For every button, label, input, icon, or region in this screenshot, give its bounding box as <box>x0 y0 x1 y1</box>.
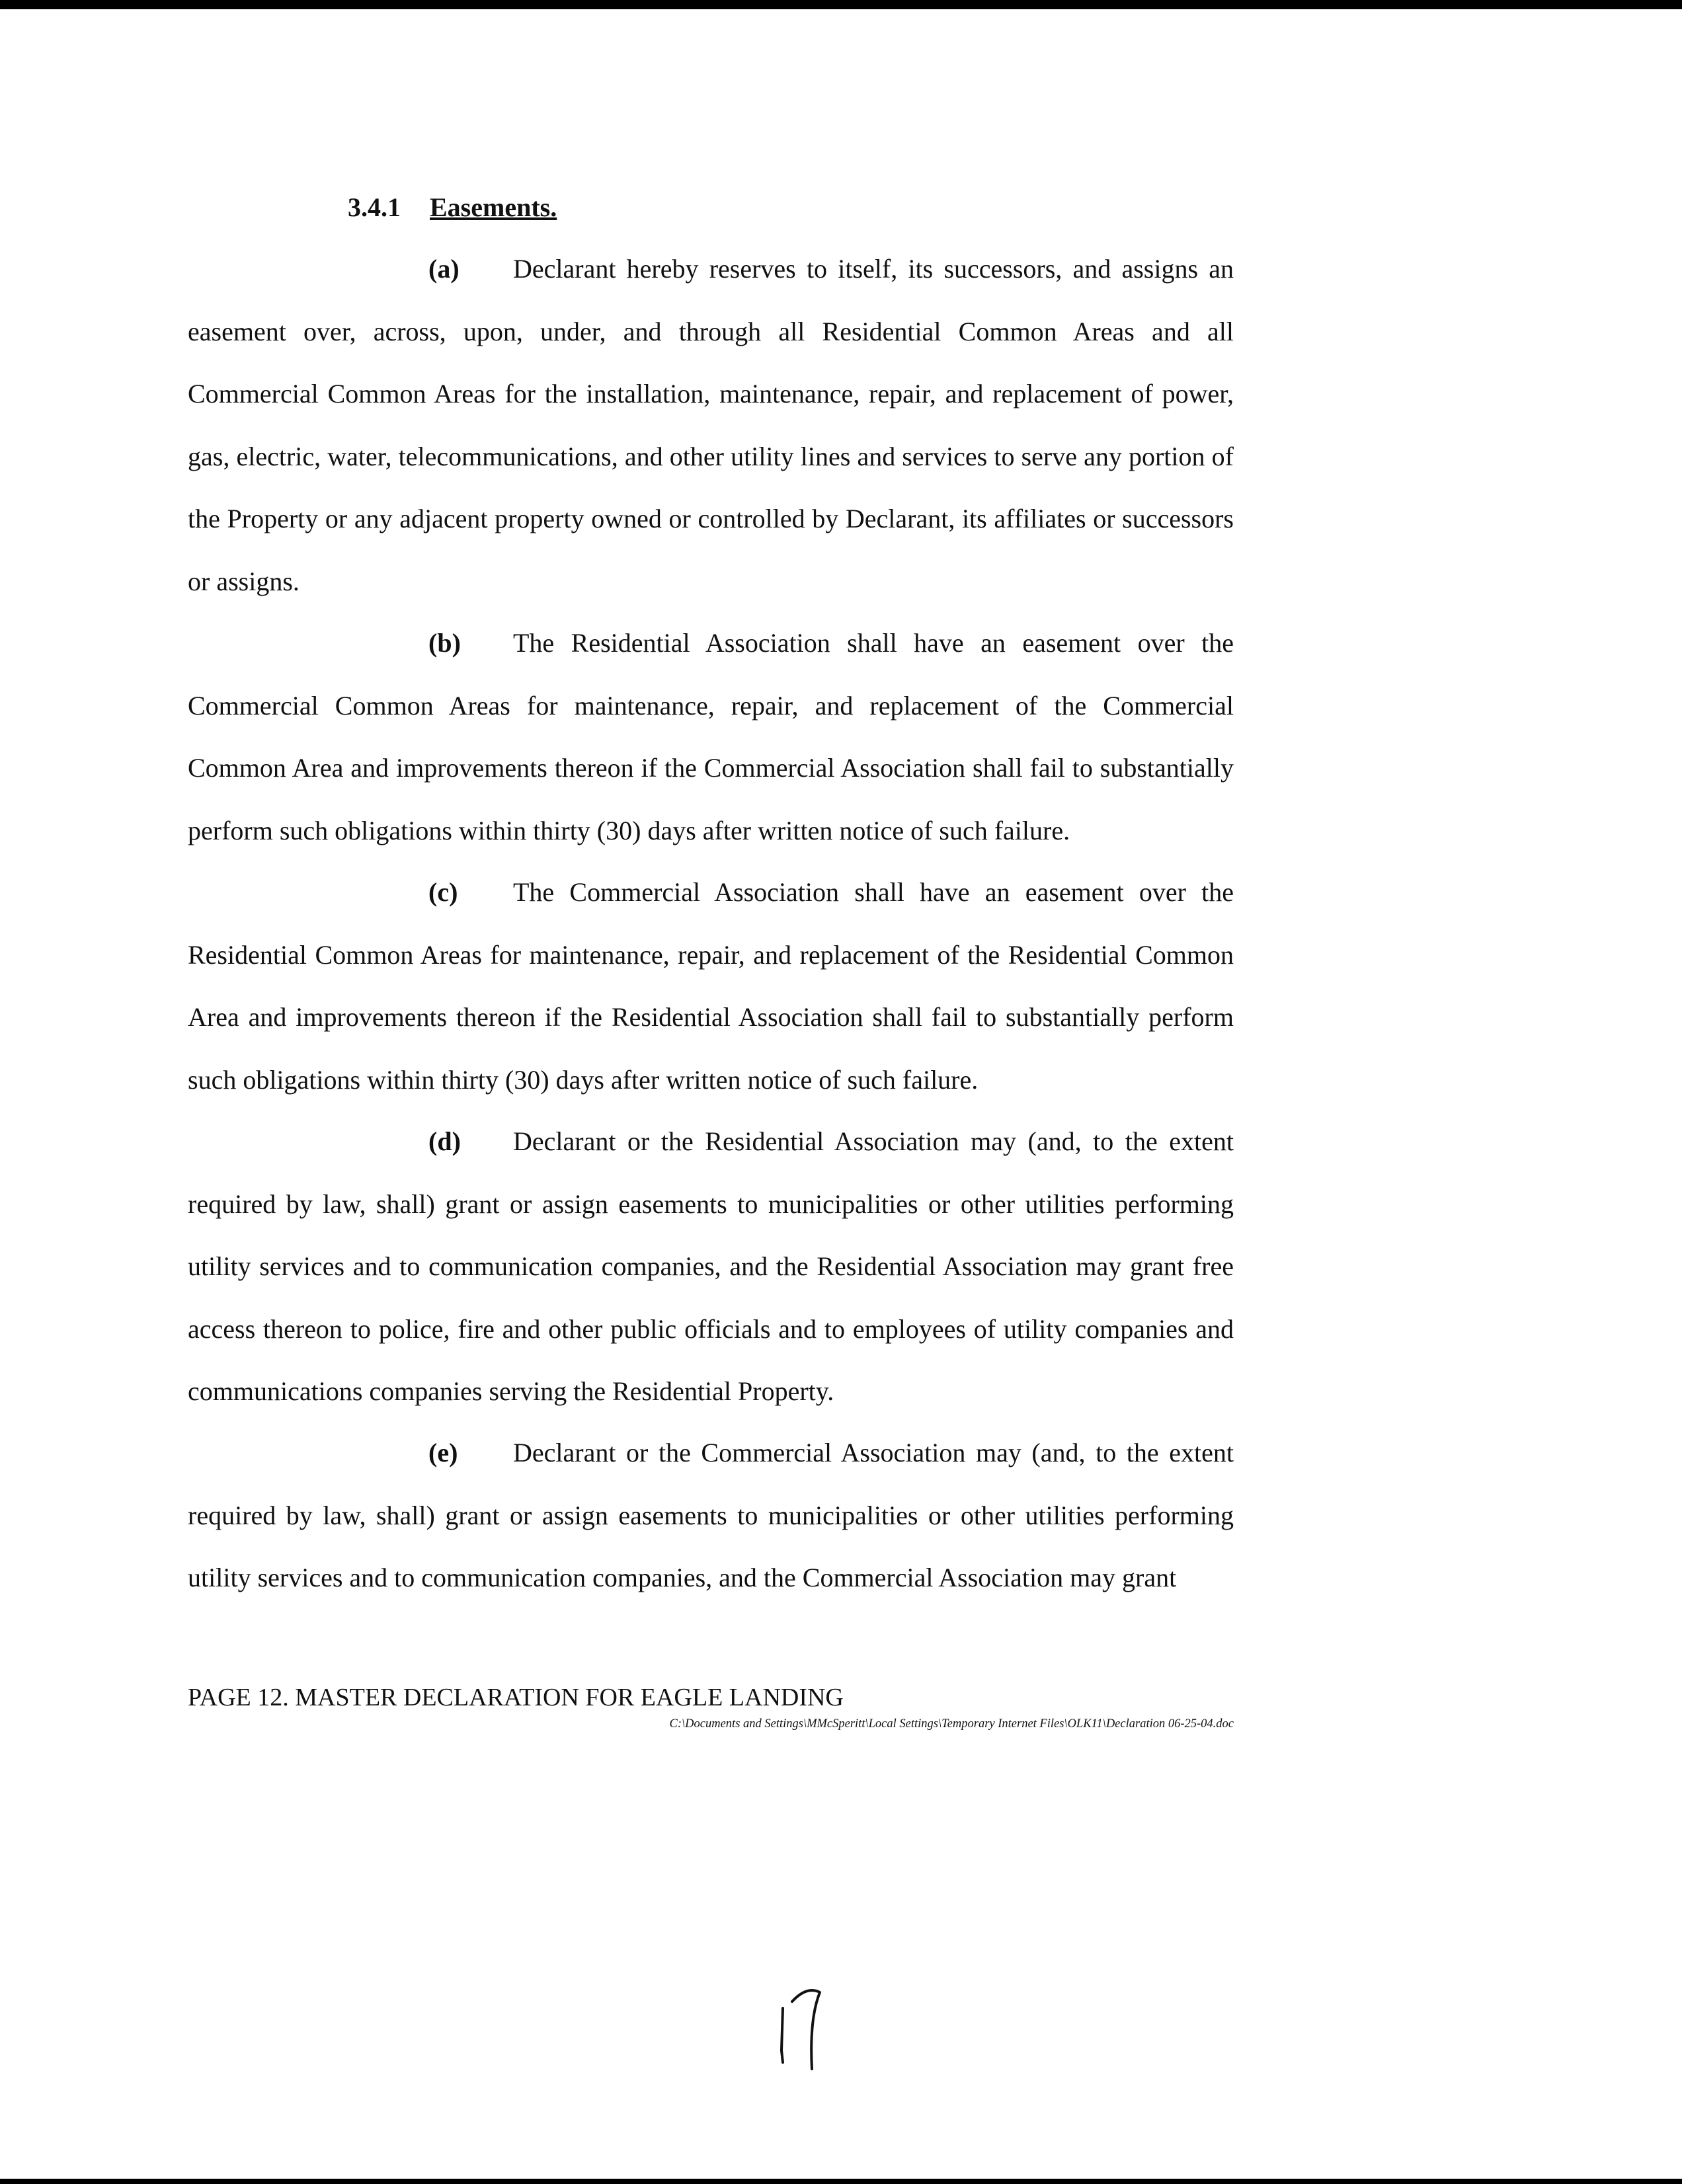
paragraph-a <box>188 238 1234 613</box>
scan-top-border <box>0 0 1682 9</box>
paragraph-label: (d) <box>428 1126 461 1156</box>
paragraph-label: (b) <box>428 628 461 658</box>
paragraph-b <box>188 612 1234 862</box>
paragraph-text: The Residential Association shall have an easement over the Commercial Common Areas for maintenance, repair, and replacement of the Commercial Common Area and improvements thereon if the Commercial Association shall fail to substantially perform such obligations within thirty (30) days after written notice of such failure. <box>188 628 1234 845</box>
section-heading <box>348 192 557 223</box>
scan-bottom-border <box>0 2179 1682 2184</box>
footer-page-title: PAGE 12. MASTER DECLARATION FOR EAGLE LANDING <box>188 1684 844 1711</box>
paragraph-d <box>188 1111 1234 1423</box>
footer-file-path: C:\Documents and Settings\MMcSperitt\Local Settings\Temporary Internet Files\OLK11\Declaration 06-25-04.doc <box>669 1717 1234 1731</box>
section-number: 3.4.1 <box>348 192 401 222</box>
paragraph-c <box>188 861 1234 1111</box>
paragraph-label: (e) <box>428 1438 458 1467</box>
paragraph-text: Declarant or the Residential Association may (and, to the extent required by law, shall) grant or assign easements to municipalities or other utilities performing utility services and to communication companies, and the Residential Association may grant free access thereon to police, fire and other public officials and to employees of utility companies and communications companies serving the Residential Property. <box>188 1126 1234 1406</box>
paragraph-label: (c) <box>428 877 458 907</box>
paragraph-text: Declarant or the Commercial Association may (and, to the extent required by law, shall) grant or assign easements to municipalities or other utilities performing utility services and to communication companies, and the Commercial Association may grant <box>188 1438 1234 1592</box>
paragraph-text: Declarant hereby reserves to itself, its successors, and assigns an easement over, across, upon, under, and through all Residential Common Areas and all Commercial Common Areas for the installation, maintenance, repair, and replacement of power, gas, electric, water, telecommunications, and other utility lines and services to serve any portion of the Property or any adjacent property owned or controlled by Declarant, its affiliates or successors or assigns. <box>188 254 1234 596</box>
paragraph-e <box>188 1422 1234 1610</box>
handwritten-page-number <box>772 1982 845 2087</box>
paragraph-text: The Commercial Association shall have an easement over the Residential Common Areas for maintenance, repair, and replacement of the Residential Common Area and improvements thereon if the Residential Association shall fail to substantially perform such obligations within thirty (30) days after written notice of such failure. <box>188 877 1234 1095</box>
paragraph-label: (a) <box>428 254 460 284</box>
section-title: Easements. <box>430 192 557 222</box>
